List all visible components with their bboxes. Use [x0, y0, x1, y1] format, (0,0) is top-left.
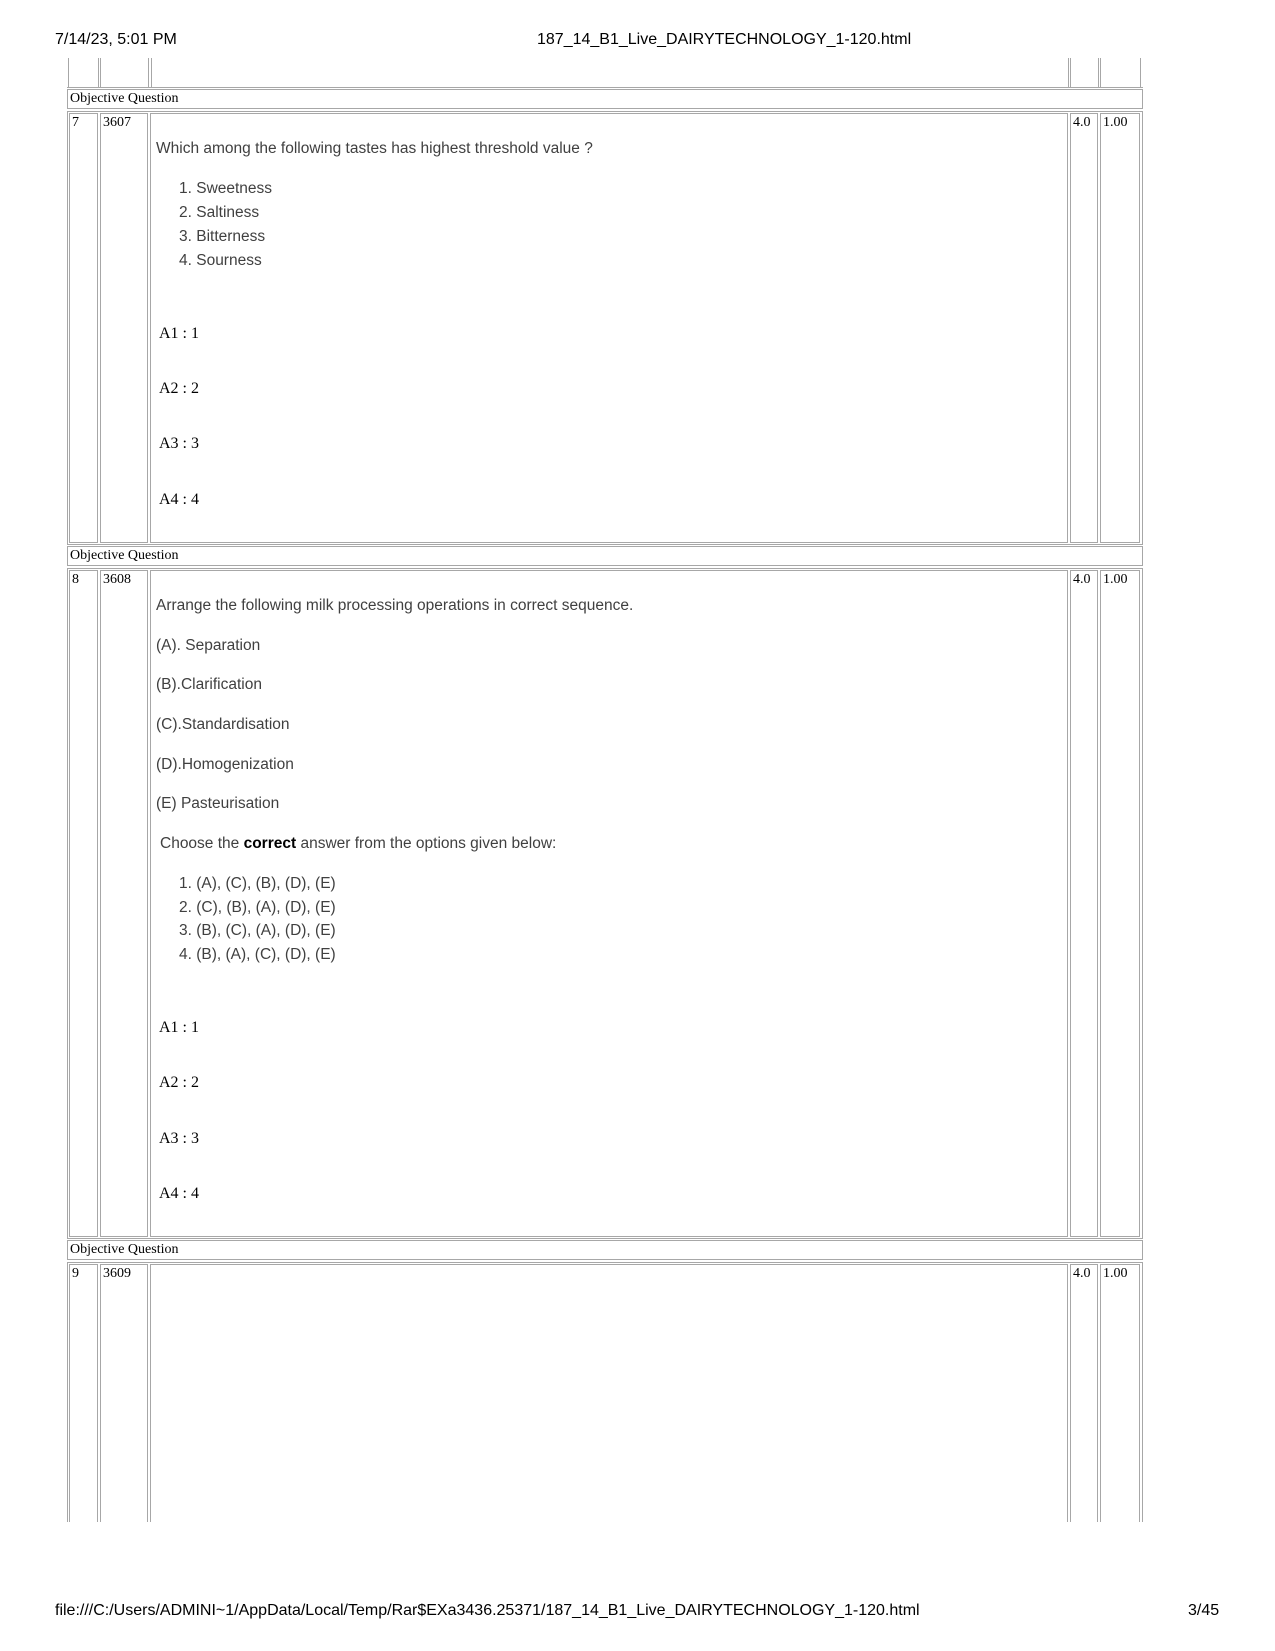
- option-item: 3. (B), (C), (A), (D), (E): [179, 922, 336, 939]
- question-type-label: Objective Question: [70, 548, 179, 563]
- question-body-cell: [150, 113, 1068, 543]
- question-negative-marks: 1.00: [1100, 113, 1140, 543]
- option-item: 1. (A), (C), (B), (D), (E): [179, 875, 336, 892]
- print-datetime: 7/14/23, 5:01 PM: [55, 31, 177, 48]
- answer-key: A3 : 3: [159, 1130, 199, 1147]
- question-negative-marks: 1.00: [1100, 1264, 1140, 1522]
- sequence-item: (C).Standardisation: [156, 716, 290, 733]
- option-item: 2. Saltiness: [179, 204, 260, 221]
- sequence-item: (B).Clarification: [156, 676, 262, 693]
- print-file-url: file:///C:/Users/ADMINI~1/AppData/Local/Temp/Rar$EXa3436.25371/187_14_B1_Live_DAIRYTECHNOLOGY_1-120.html: [55, 1602, 920, 1619]
- question-marks: 4.0: [1070, 113, 1098, 543]
- choose-instruction: Choose the correct answer from the options given below:: [160, 835, 557, 852]
- question-marks: 4.0: [1070, 1264, 1098, 1522]
- option-item: 3. Bitterness: [179, 228, 266, 245]
- question-serial: 9: [69, 1264, 98, 1522]
- answer-key: A1 : 1: [159, 325, 199, 342]
- question-type-row: [67, 546, 1143, 566]
- answer-key: A2 : 2: [159, 380, 199, 397]
- question-type-label: Objective Question: [70, 1242, 179, 1257]
- option-item: 1. Sweetness: [179, 180, 273, 197]
- question-negative-marks: 1.00: [1100, 570, 1140, 1237]
- option-item: 2. (C), (B), (A), (D), (E): [179, 899, 336, 916]
- question-id: 3609: [100, 1264, 148, 1522]
- answer-key: A3 : 3: [159, 435, 199, 452]
- question-serial: 7: [69, 113, 98, 543]
- sequence-item: (E) Pasteurisation: [156, 795, 280, 812]
- question-type-label: Objective Question: [70, 91, 179, 106]
- question-text: Arrange the following milk processing operations in correct sequence.: [156, 597, 634, 614]
- question-serial: 8: [69, 570, 98, 1237]
- question-id: 3607: [100, 113, 148, 543]
- question-body-cell: [150, 1264, 1068, 1522]
- option-item: 4. (B), (A), (C), (D), (E): [179, 946, 336, 963]
- question-text: Which among the following tastes has highest threshold value ?: [156, 140, 593, 157]
- print-page-number: 3/45: [1188, 1602, 1220, 1619]
- option-item: 4. Sourness: [179, 252, 262, 269]
- answer-key: A4 : 4: [159, 491, 199, 508]
- answer-key: A4 : 4: [159, 1185, 199, 1202]
- question-id: 3608: [100, 570, 148, 1237]
- answer-key: A2 : 2: [159, 1074, 199, 1091]
- sequence-item: (A). Separation: [156, 637, 261, 654]
- print-page-title: 187_14_B1_Live_DAIRYTECHNOLOGY_1-120.html: [537, 31, 912, 48]
- answer-key: A1 : 1: [159, 1019, 199, 1036]
- question-type-row: [67, 89, 1143, 109]
- question-marks: 4.0: [1070, 570, 1098, 1237]
- question-type-row: [67, 1240, 1143, 1260]
- sequence-item: (D).Homogenization: [156, 756, 294, 773]
